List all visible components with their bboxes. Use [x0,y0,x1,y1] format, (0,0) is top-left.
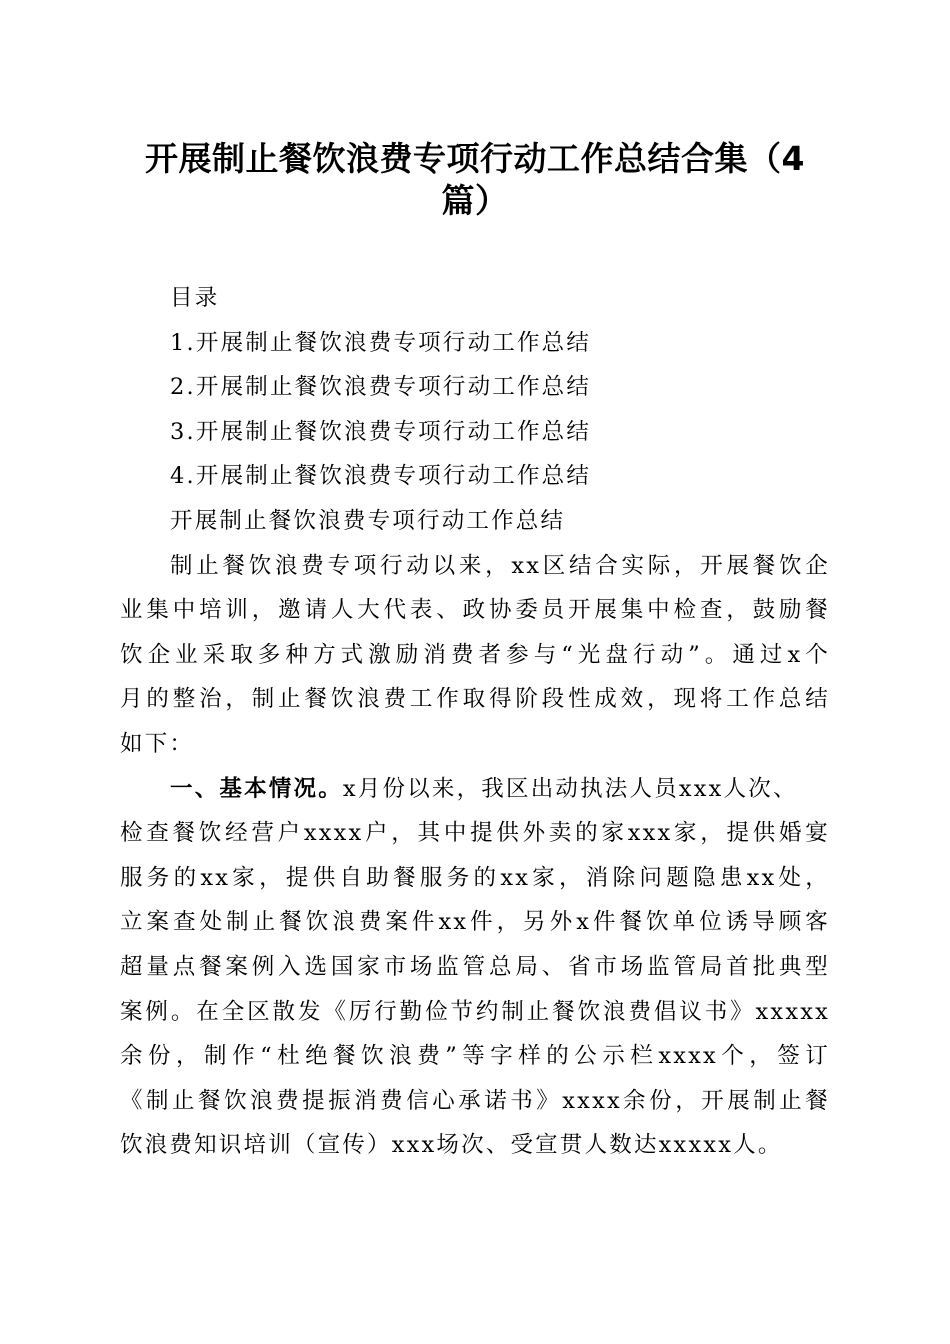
basic-situation-line: 余份，制作“杜绝餐饮浪费”等字样的公示栏xxxx个，签订 [120,1043,830,1070]
intro-paragraph-line: 饮企业采取多种方式激励消费者参与“光盘行动”。通过x个 [120,641,830,668]
toc-item: 4.开展制止餐饮浪费专项行动工作总结 [170,463,592,490]
basic-situation-text: x月份以来，我区出动执法人员xxx人次、 [342,775,798,802]
basic-situation-line: 案例。在全区散发《厉行勤俭节约制止餐饮浪费倡议书》xxxxx [120,998,830,1025]
intro-paragraph-line: 月的整治，制止餐饮浪费工作取得阶段性成效，现将工作总结 [120,686,830,713]
basic-situation-line: 检查餐饮经营户xxxx户，其中提供外卖的家xxx家，提供婚宴 [120,820,830,847]
title-line-2: 篇） [441,181,509,220]
document-body [120,276,830,1168]
basic-situation-heading: 一、基本情况。 [170,775,343,802]
basic-situation-line: 立案查处制止餐饮浪费案件xx件，另外x件餐饮单位诱导顾客 [120,909,830,936]
basic-situation-line: 饮浪费知识培训（宣传）xxx场次、受宣贯人数达xxxxx人。 [120,1132,783,1159]
intro-paragraph-line: 如下： [120,730,195,757]
basic-situation-first-line [120,767,830,812]
section-title: 开展制止餐饮浪费专项行动工作总结 [170,507,566,534]
toc-item: 1.开展制止餐饮浪费专项行动工作总结 [170,329,592,356]
intro-paragraph-line: 制止餐饮浪费专项行动以来，xx区结合实际，开展餐饮企 [170,552,830,579]
basic-situation-line: 超量点餐案例入选国家市场监管总局、省市场监管局首批典型 [120,953,830,980]
title-line-1: 开展制止餐饮浪费专项行动工作总结合集（4 [145,139,805,178]
basic-situation-line: 服务的xx家，提供自助餐服务的xx家，消除问题隐患xx处， [120,864,830,891]
toc-item: 2.开展制止餐饮浪费专项行动工作总结 [170,374,592,401]
toc-item: 3.开展制止餐饮浪费专项行动工作总结 [170,418,592,445]
basic-situation-line: 《制止餐饮浪费提振消费信心承诺书》xxxx余份，开展制止餐 [120,1087,830,1114]
toc-heading: 目录 [170,285,220,311]
intro-paragraph-line: 业集中培训，邀请人大代表、政协委员开展集中检查，鼓励餐 [120,597,830,624]
document-title [100,138,850,222]
